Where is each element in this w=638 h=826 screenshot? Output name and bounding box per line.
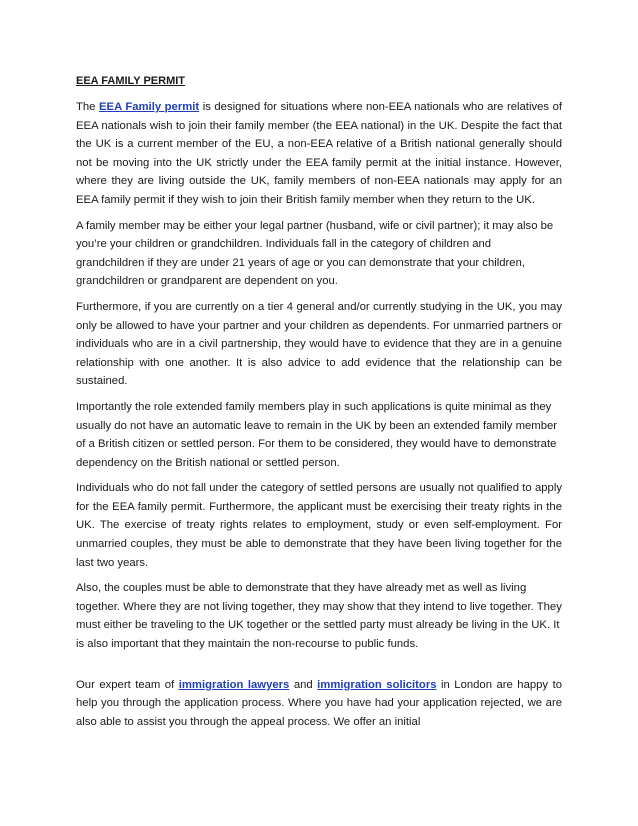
immigration-lawyers-link[interactable]: immigration lawyers [178, 678, 290, 691]
paragraph-expert-team [76, 676, 562, 732]
paragraph-couples: Also, the couples must be able to demonstrate that they have already met as well as living together. Where they are not living together, they may show that they intend to live together. They must either be traveling to the UK together or the settled party must already be living in the UK. It is also important that they maintain the non-recourse to public funds. [76, 582, 562, 651]
paragraph-text: Our expert team of [76, 678, 179, 691]
immigration-solicitors-link[interactable]: immigration solicitors [317, 678, 437, 691]
paragraph-text: in London are happy to help you through the application process. Where you have had your application rejected, we are also able to assist you through the appeal process. We offer an initial [76, 678, 562, 728]
eea-family-permit-link[interactable]: EEA Family permit [99, 101, 200, 113]
paragraph-text: and [289, 678, 318, 691]
paragraph-text: is designed for situations where non-EEA nationals who are relatives of EEA nationals wish to join their family member (the EEA national) in the UK. Despite the fact that the UK is a current member of the EU, a non-EEA relative of a British national generally should not be moving into the UK strictly under the EEA family permit at the initial instance. However, where they are living outside the UK, family members of non-EEA nationals may apply for an EEA family permit if they wish to join their British family member when they return to the UK. [76, 101, 562, 206]
paragraph-tier4: Furthermore, if you are currently on a tier 4 general and/or currently studying in the UK, you may only be allowed to have your partner and your children as dependents. For unmarried partners or individuals who are in a civil partnership, they would have to evidence that they are in a genuine relationship with one another. It is also advice to add evidence that the relationship can be sustained. [76, 300, 562, 388]
document-heading: EEA FAMILY PERMIT [76, 75, 186, 87]
paragraph-family-member: A family member may be either your legal partner (husband, wife or civil partner); it may also be you’re your children or grandchildren. Individuals fall in the category of children and grandchildren if they are under 21 years of age or you can demonstrate that your children, grandchildren or grandparent are dependent on you. [76, 219, 554, 288]
paragraph-text: The [76, 101, 99, 113]
paragraph-intro [76, 98, 562, 210]
paragraph-extended-family: Importantly the role extended family members play in such applications is quite minimal as they usually do not have an automatic leave to remain in the UK by been an extended family member of a British citizen or settled person. For them to be considered, they would have to demonstrate dependency on the British national or settled person. [76, 400, 558, 469]
paragraph-settled-persons: Individuals who do not fall under the category of settled persons are usually not qualified to apply for the EEA family permit. Furthermore, the applicant must be exercising their treaty rights in the UK. The exercise of treaty rights relates to employment, study or even self-employment. For unmarried couples, they must be able to demonstrate that they have been living together for the last two years. [76, 482, 562, 569]
